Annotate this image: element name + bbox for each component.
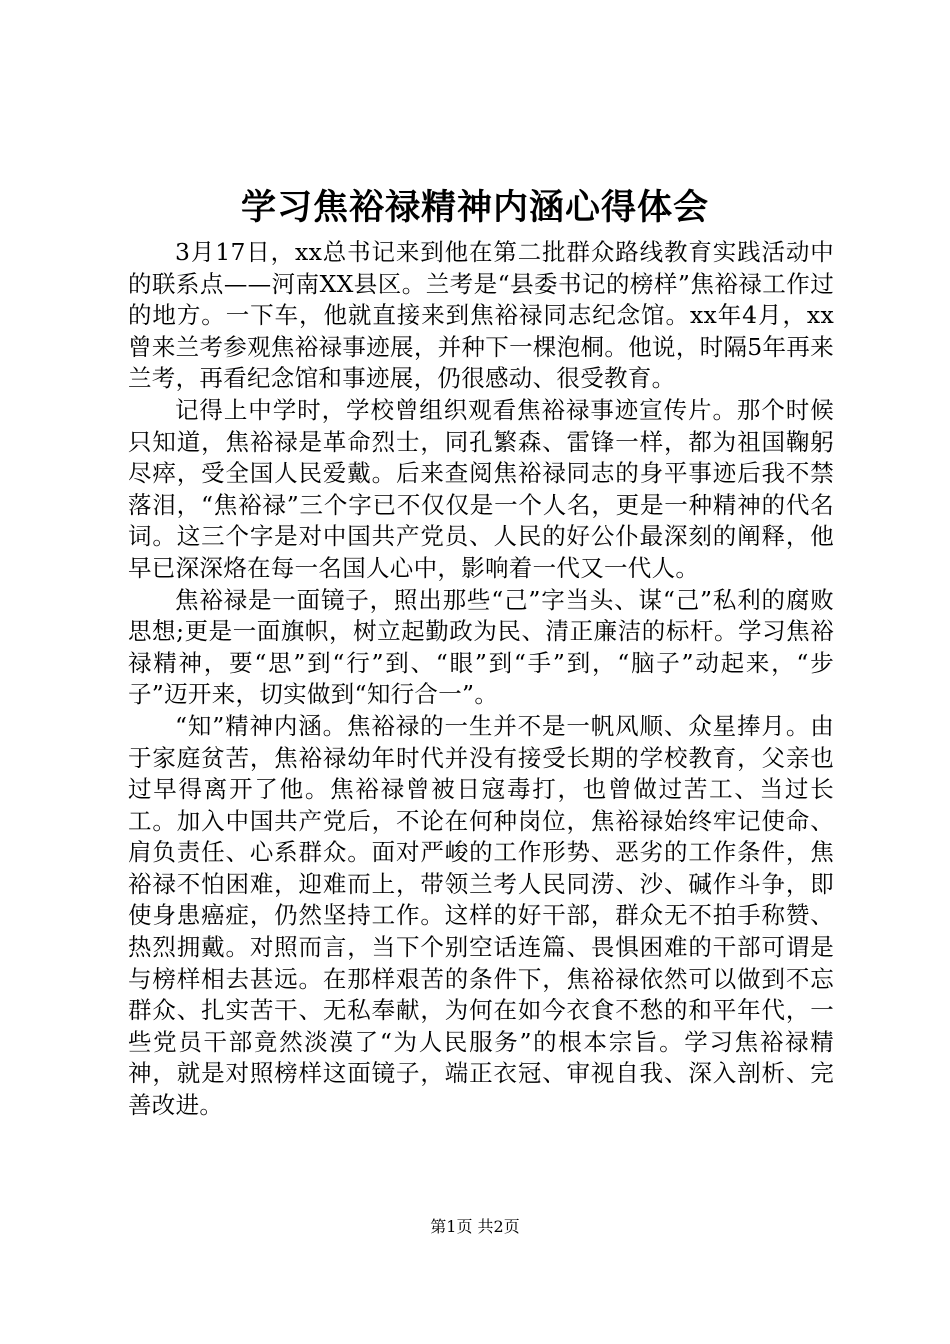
page-footer: 第1页 共2页 [430, 1217, 520, 1236]
document-body [128, 237, 834, 1122]
document-title: 学习焦裕禄精神内涵心得体会 [240, 187, 709, 228]
paragraph-3: 焦裕禄是一面镜子，照出那些“己”字当头、谋“己”私利的腐败思想;更是一面旗帜，树立起勤政为民、清正廉洁的标杆。学习焦裕禄精神，要“思”到“行”到、“眼”到“手”到，“脑子”动起来，“步子”迈开来，切实做到“知行合一”。 [128, 585, 834, 709]
paragraph-2: 记得上中学时，学校曾组织观看焦裕禄事迹宣传片。那个时候只知道，焦裕禄是革命烈士，同孔繁森、雷锋一样，都为祖国鞠躬尽瘁，受全国人民爱戴。后来查阅焦裕禄同志的身平事迹后我不禁落泪，“焦裕禄”三个字已不仅仅是一个人名，更是一种精神的代名词。这三个字是对中国共产党员、人民的好公仆最深刻的阐释，他早已深深烙在每一名国人心中，影响着一代又一代人。 [128, 395, 834, 582]
paragraph-4: “知”精神内涵。焦裕禄的一生并不是一帆风顺、众星捧月。由于家庭贫苦，焦裕禄幼年时代并没有接受长期的学校教育，父亲也过早得离开了他。焦裕禄曾被日寇毒打，也曾做过苦工、当过长工。加入中国共产党后，不论在何种岗位，焦裕禄始终牢记使命、肩负责任、心系群众。面对严峻的工作形势、恶劣的工作条件，焦裕禄不怕困难，迎难而上，带领兰考人民同涝、沙、碱作斗争，即使身患癌症，仍然坚持工作。这样的好干部，群众无不拍手称赞、热烈拥戴。对照而言，当下个别空话连篇、畏惧困难的干部可谓是与榜样相去甚远。在那样艰苦的条件下，焦裕禄依然可以做到不忘群众、扎实苦干、无私奉献，为何在如今衣食不愁的和平年代，一些党员干部竟然淡漠了“为人民服务”的根本宗旨。学习焦裕禄精神，就是对照榜样这面镜子，端正衣冠、审视自我、深入剖析、完善改进。 [128, 711, 834, 1120]
paragraph-1: 3月17日，xx总书记来到他在第二批群众路线教育实践活动中的联系点——河南XX县区。兰考是“县委书记的榜样”焦裕禄工作过的地方。一下车，他就直接来到焦裕禄同志纪念馆。xx年4月，xx曾来兰考参观焦裕禄事迹展，并种下一棵泡桐。他说，时隔5年再来兰考，再看纪念馆和事迹展，仍很感动、很受教育。 [128, 238, 834, 393]
